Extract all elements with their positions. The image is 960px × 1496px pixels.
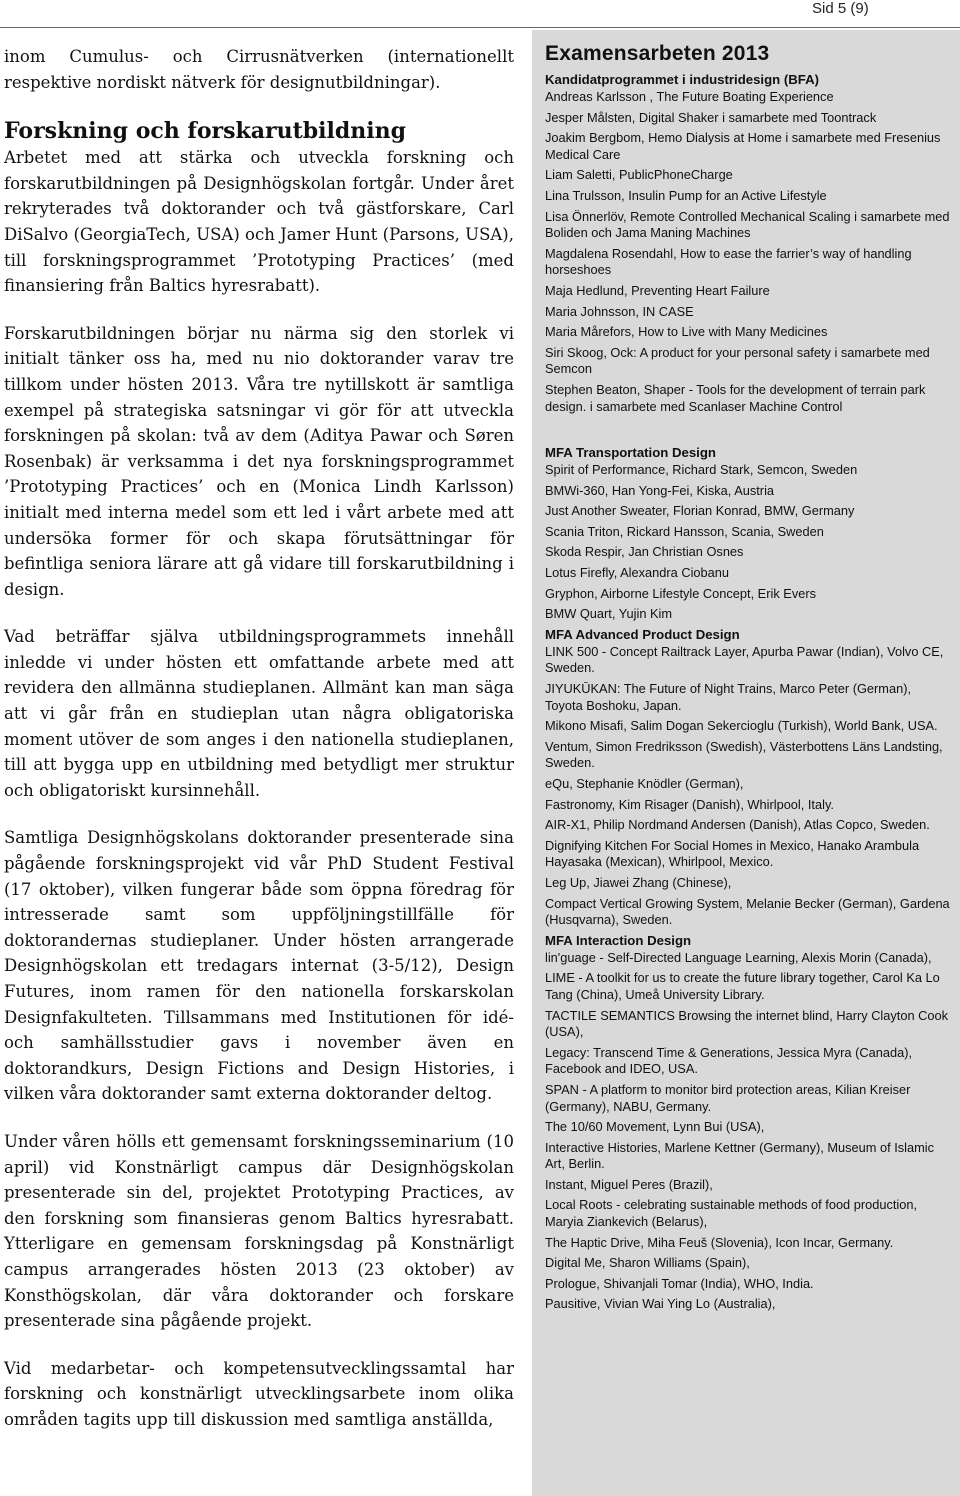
- main-text-column: [4, 44, 514, 1455]
- project-entry: lin'guage - Self-Directed Language Learning, Alexis Morin (Canada),: [545, 949, 932, 965]
- project-entry: Instant, Miguel Peres (Brazil),: [545, 1176, 713, 1192]
- body-paragraph-6: Vid medarbetar- och kompetensutvecklingssamtal har forskning och konstnärligt utvecklingsarbete inom olika områden tagits upp till diskussion med samtliga anställda,: [4, 1358, 514, 1429]
- project-entry: Lisa Önnerlöv, Remote Controlled Mechanical Scaling i samarbete med Boliden och Jama Maning Machines: [545, 208, 950, 241]
- degree-projects-sidebar: [532, 30, 960, 1496]
- project-entry: Spirit of Performance, Richard Stark, Semcon, Sweden: [545, 462, 858, 478]
- project-entry: Maja Hedlund, Preventing Heart Failure: [545, 282, 770, 298]
- project-entry: Legacy: Transcend Time & Generations, Jessica Myra (Canada), Facebook and IDEO, USA.: [545, 1044, 913, 1077]
- project-entry: Lotus Firefly, Alexandra Ciobanu: [545, 565, 729, 581]
- project-entry: Prologue, Shivanjali Tomar (India), WHO, India.: [545, 1275, 814, 1291]
- interaction-list: [545, 950, 950, 1313]
- project-entry: Maria Mårefors, How to Live with Many Medicines: [545, 324, 828, 340]
- project-entry: AIR-X1, Philip Nordmand Andersen (Danish), Atlas Copco, Sweden.: [545, 817, 930, 833]
- project-entry: Scania Triton, Rickard Hansson, Scania, Sweden: [545, 523, 824, 539]
- project-entry: Gryphon, Airborne Lifestyle Concept, Erik Evers: [545, 585, 816, 601]
- project-entry: Andreas Karlsson , The Future Boating Experience: [545, 89, 834, 104]
- interaction-heading: MFA Interaction Design: [545, 932, 692, 948]
- project-entry: The 10/60 Movement, Lynn Bui (USA),: [545, 1119, 765, 1135]
- bfa-list: [545, 89, 950, 415]
- project-entry: LIME - A toolkit for us to create the future library together, Carol Ka Lo Tang (China), Umeå University Library.: [545, 970, 940, 1002]
- project-entry: SPAN - A platform to monitor bird protection areas, Kilian Kreiser (Germany), NABU, Germany.: [545, 1081, 911, 1114]
- project-entry: BMW Quart, Yujin Kim: [545, 606, 673, 622]
- project-entry: Mikono Misafi, Salim Dogan Sekercioglu (Turkish), World Bank, USA.: [545, 718, 938, 734]
- project-entry: Magdalena Rosendahl, How to ease the farrier’s way of handling horseshoes: [545, 245, 912, 278]
- project-entry: JIYUKŪKAN: The Future of Night Trains, Marco Peter (German), Toyota Boshoku, Japan.: [545, 681, 912, 713]
- body-paragraph-4: Samtliga Designhögskolans doktorander presenterade sina pågående forskningsprojekt vid vår PhD Student Festival (17 oktober), vilken fungerar både som öppna föredrag för intresserade samt som uppföljningstillfälle för doktorandernas studieplaner. Under hösten arrangerade Designhögskolan ett tredagars internat (3-5/12), Design Futures, inom ramen för den nationella forskarskolan Designfakulteten. Tillsammans med Institutionen för idé- och samhällsstudier gavs i november även en doktorandkurs, Design Fictions and Design Histories, i vilken våra doktorander samt externa doktorander deltog.: [4, 828, 514, 1104]
- project-entry: Dignifying Kitchen For Social Homes in Mexico, Hanako Arambula Hayasaka (Mexican), Whirlpool, Mexico.: [545, 837, 920, 870]
- project-entry: BMWi-360, Han Yong-Fei, Kiska, Austria: [545, 482, 775, 498]
- project-entry: Stephen Beaton, Shaper - Tools for the development of terrain park design. i samarbete med Scanlaser Machine Control: [545, 381, 926, 414]
- project-entry: The Haptic Drive, Miha Feuš (Slovenia), Icon Incar, Germany.: [545, 1234, 894, 1250]
- project-entry: Digital Me, Sharon Williams (Spain),: [545, 1255, 750, 1271]
- section-heading: Forskning och forskarutbildning: [4, 118, 406, 145]
- project-entry: TACTILE SEMANTICS Browsing the internet blind, Harry Clayton Cook (USA),: [545, 1007, 949, 1040]
- project-entry: Pausitive, Vivian Wai Ying Lo (Australia),: [545, 1296, 776, 1312]
- project-entry: LINK 500 - Concept Railtrack Layer, Apurba Pawar (Indian), Volvo CE, Sweden.: [545, 643, 944, 676]
- page-number: Sid 5 (9): [812, 0, 869, 17]
- project-entry: Siri Skoog, Ock: A product for your personal safety i samarbete med Semcon: [545, 344, 930, 377]
- project-entry: Compact Vertical Growing System, Melanie Becker (German), Gardena (Husqvarna), Sweden.: [545, 895, 950, 928]
- body-paragraph-5: Under våren hölls ett gemensamt forskningsseminarium (10 april) vid Konstnärligt campus där Designhögskolan presenterade sin del, projektet Prototyping Practices, av den forskning som finansieras genom Baltics hyresrabatt. Ytterligare en gemensam forskningsdag på Konstnärligt campus arrangerades hösten 2013 (23 oktober) av Konsthögskolan, där våra doktorander och forskare presenterade sina pågående projekt.: [4, 1131, 514, 1331]
- body-paragraph-3: Vad beträffar själva utbildningsprogrammets innehåll inledde vi under hösten ett omfattande arbete med att revidera den allmänna studieplanen. Allmänt kan man säga att vi går från en studieplan utan några obligatoriska moment utöver de som anges i den nationella studieplanen, till att bygga upp en utbildning med betydligt mer struktur och obligatoriskt kursinnehåll.: [4, 627, 514, 800]
- project-entry: Joakim Bergbom, Hemo Dialysis at Home i samarbete med Fresenius Medical Care: [545, 130, 941, 162]
- project-entry: Jesper Målsten, Digital Shaker i samarbete med Toontrack: [545, 109, 877, 125]
- body-paragraph-2: Forskarutbildningen börjar nu närma sig den storlek vi initialt tänker oss ha, med nu nio doktorander varav tre tillkom under hösten 2013. Våra tre nytillskott är samtliga exempel på strategiska satsningar vi gör för att utveckla forskningen på skolan: två av dem (Aditya Pawar och Søren Rosenbak) är verksamma i det nya forskningsprogrammet ’Prototyping Practices’ och en (Monica Lindh Karlsson) initialt med interna medel som ett led i vårt arbete med att undersöka former för och skapa förutsättningar för befintliga seniora lärare att gå vidare till forskarutbildning i design.: [4, 323, 514, 599]
- transport-list: [545, 462, 950, 623]
- transport-heading: MFA Transportation Design: [545, 445, 716, 461]
- project-entry: Liam Saletti, PublicPhoneCharge: [545, 167, 733, 183]
- project-entry: Leg Up, Jiawei Zhang (Chinese),: [545, 874, 732, 890]
- project-entry: Just Another Sweater, Florian Konrad, BMW, Germany: [545, 503, 855, 519]
- project-entry: Interactive Histories, Marlene Kettner (Germany), Museum of Islamic Art, Berlin.: [545, 1139, 935, 1172]
- product-heading: MFA Advanced Product Design: [545, 626, 740, 642]
- project-entry: Lina Trulsson, Insulin Pump for an Active Lifestyle: [545, 187, 827, 203]
- header-divider: [0, 27, 960, 28]
- project-entry: Maria Johnsson, IN CASE: [545, 303, 694, 319]
- bfa-heading: Kandidatprogrammet i industridesign (BFA): [545, 72, 820, 87]
- sidebar-title: Examensarbeten 2013: [545, 42, 770, 65]
- project-entry: Fastronomy, Kim Risager (Danish), Whirlpool, Italy.: [545, 796, 834, 812]
- intro-paragraph: inom Cumulus- och Cirrusnätverken (internationellt respektive nordiskt nätverk för designutbildningar).: [4, 47, 514, 92]
- body-paragraph-1: Arbetet med att stärka och utveckla forskning och forskarutbildningen på Designhögskolan fortgår. Under året rekryterades två doktorander och två gästforskare, Carl DiSalvo (GeorgiaTech, USA) och Jamer Hunt (Parsons, USA), till forskningsprogrammet ’Prototyping Practices’ (med finansiering från Baltics hyresrabatt).: [4, 148, 514, 296]
- project-entry: Skoda Respir, Jan Christian Osnes: [545, 544, 744, 560]
- project-entry: Local Roots - celebrating sustainable methods of food production, Maryia Ziankevich (Belarus),: [545, 1197, 918, 1230]
- product-list: [545, 644, 950, 929]
- project-entry: eQu, Stephanie Knödler (German),: [545, 776, 744, 791]
- project-entry: Ventum, Simon Fredriksson (Swedish), Västerbottens Läns Landsting, Sweden.: [545, 738, 943, 771]
